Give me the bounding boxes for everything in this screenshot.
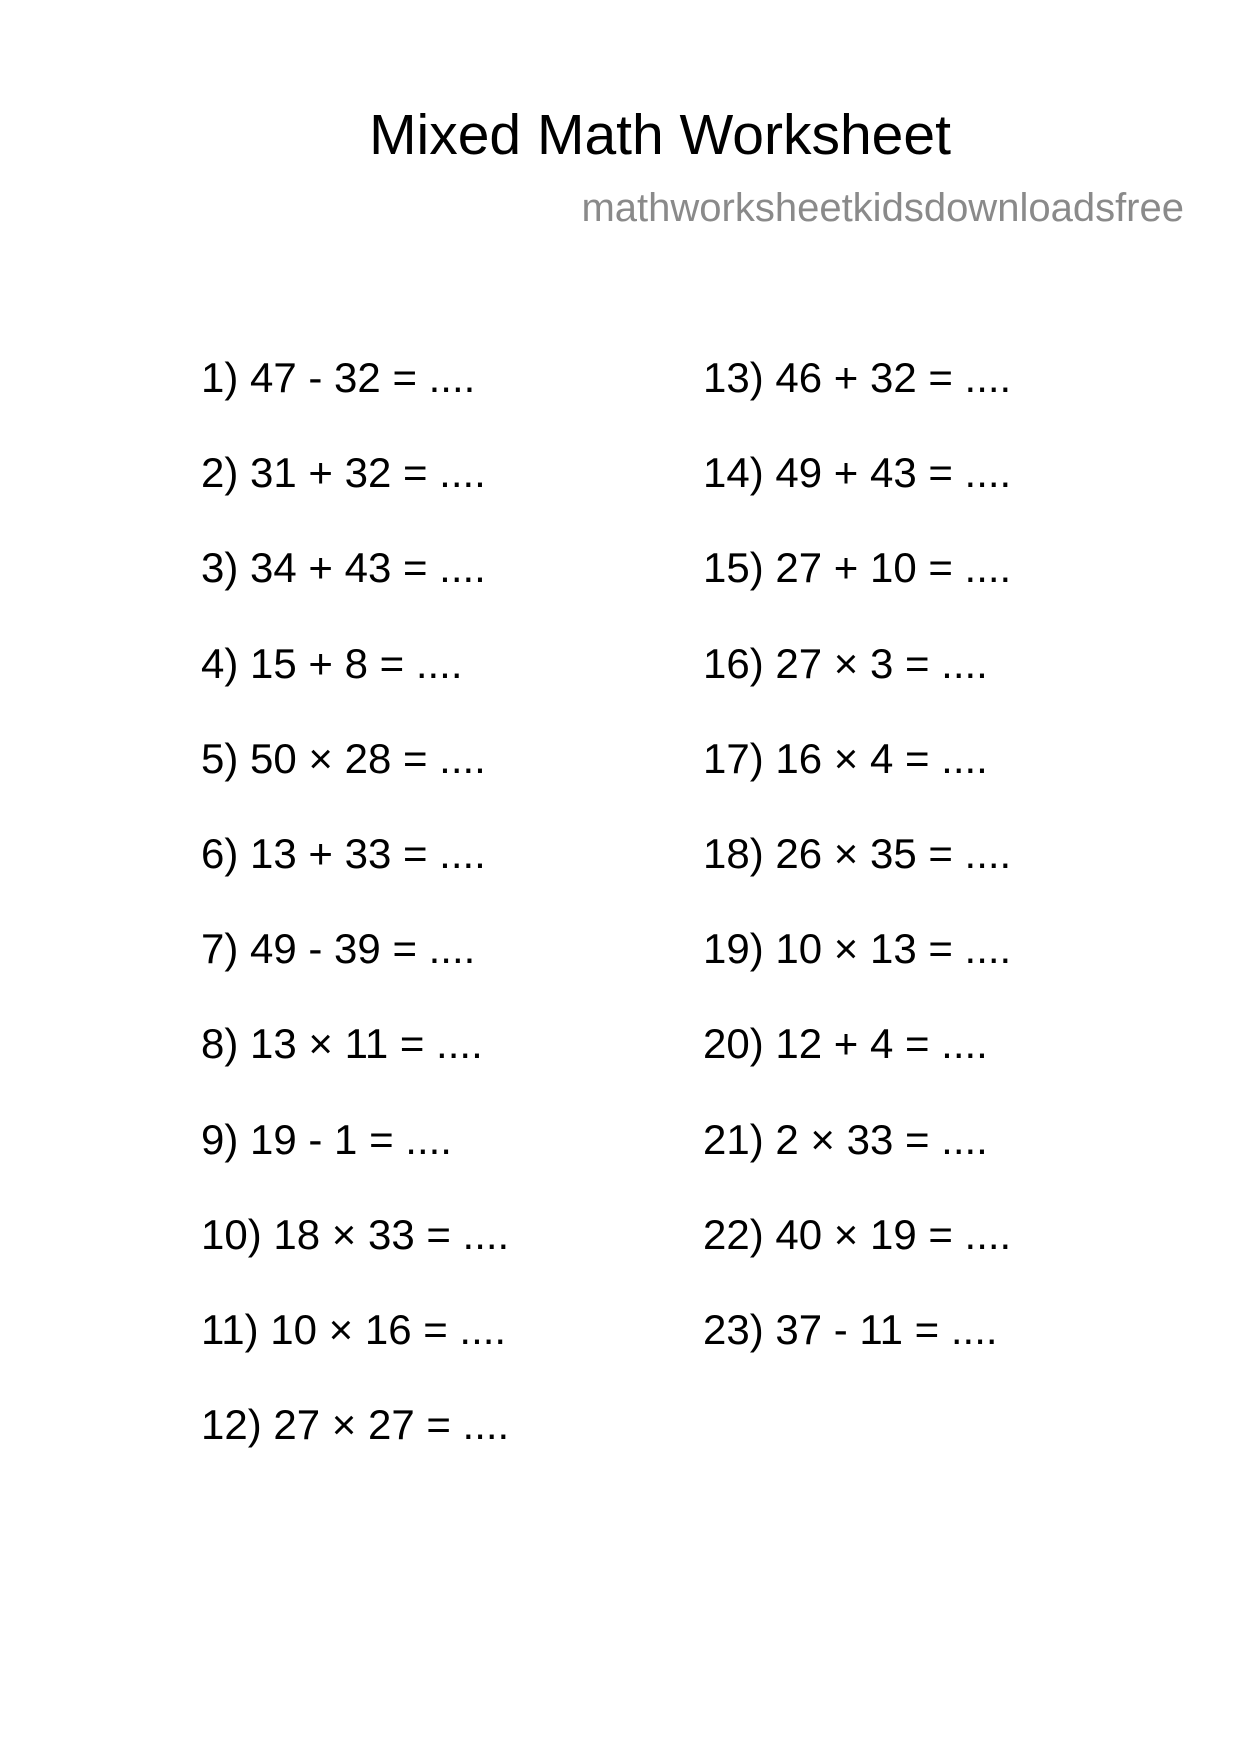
problem-item: 15) 27 + 10 = .... — [703, 544, 1012, 592]
problem-item: 11) 10 × 16 = .... — [201, 1305, 507, 1353]
problem-column-right — [703, 348, 1011, 1395]
problem-item: 1) 47 - 32 = .... — [201, 354, 476, 401]
problem-item: 6) 13 + 33 = .... — [201, 829, 486, 877]
problem-item: 10) 18 × 33 = .... — [201, 1210, 510, 1258]
problem-item: 18) 26 × 35 = .... — [703, 829, 1012, 877]
problem-item: 12) 27 × 27 = .... — [201, 1401, 510, 1449]
problem-item: 5) 50 × 28 = .... — [201, 734, 486, 782]
problem-column-left — [201, 348, 509, 1490]
problem-item: 3) 34 + 43 = .... — [201, 544, 486, 592]
problem-item: 8) 13 × 11 = .... — [201, 1020, 483, 1068]
problem-item: 16) 27 × 3 = .... — [703, 639, 988, 687]
problem-item: 20) 12 + 4 = .... — [703, 1020, 988, 1068]
problem-item: 14) 49 + 43 = .... — [703, 449, 1012, 497]
page-title: Mixed Math Worksheet — [369, 103, 951, 167]
problem-item: 4) 15 + 8 = .... — [201, 639, 463, 687]
problem-item: 17) 16 × 4 = .... — [703, 734, 988, 782]
problem-item: 22) 40 × 19 = .... — [703, 1210, 1012, 1258]
problem-item: 19) 10 × 13 = .... — [703, 925, 1012, 973]
watermark-subtitle: mathworksheetkidsdownloadsfree — [581, 186, 1184, 230]
problem-item: 7) 49 - 39 = .... — [201, 925, 476, 973]
problem-item: 9) 19 - 1 = .... — [201, 1115, 452, 1163]
problem-item: 2) 31 + 32 = .... — [201, 449, 486, 497]
problem-item: 23) 37 - 11 = .... — [703, 1305, 998, 1353]
problem-item: 13) 46 + 32 = .... — [703, 354, 1012, 401]
problem-item: 21) 2 × 33 = .... — [703, 1115, 988, 1163]
